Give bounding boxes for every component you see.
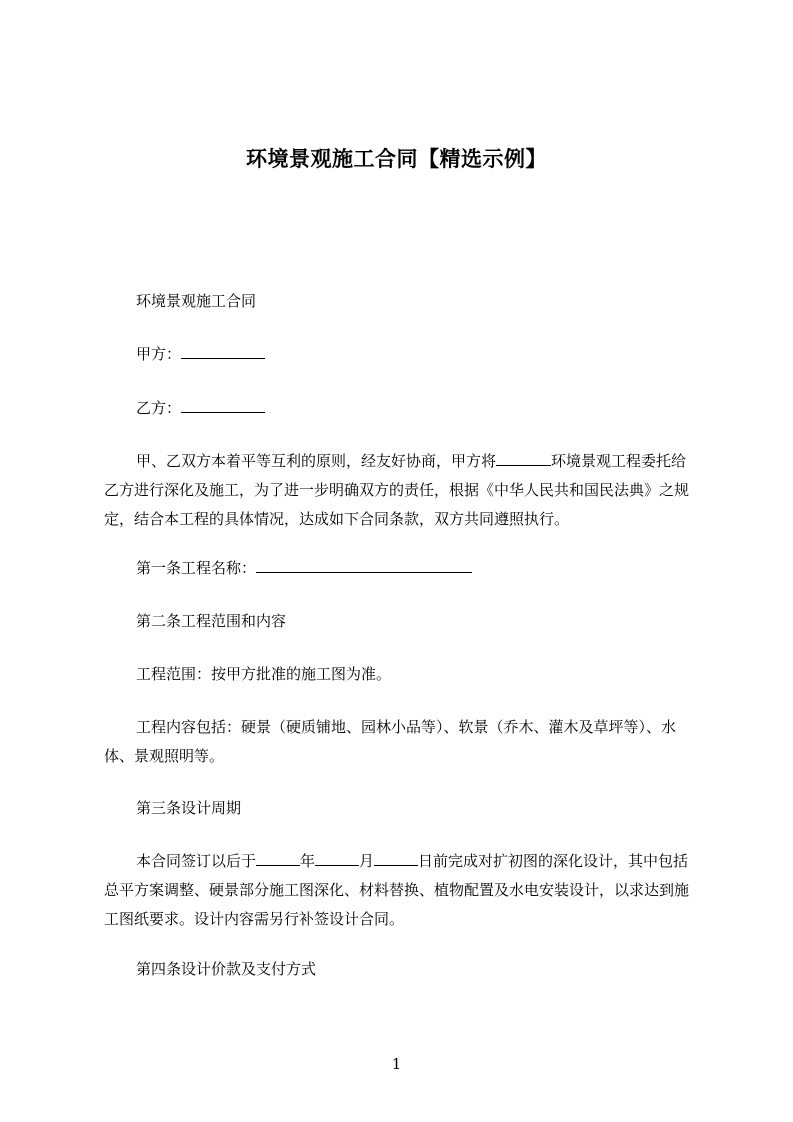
design-paragraph [104, 847, 696, 934]
party-a-line [104, 340, 696, 369]
year-label: 年 [300, 852, 316, 870]
article-3-heading: 第三条设计周期 [136, 799, 242, 817]
page-number: 1 [391, 1055, 402, 1073]
article-1-label: 第一条工程名称： [136, 559, 257, 577]
intro-text-2: 环境景观工程委托给乙方进行深化及施工，为了进一步明确双方的责任，根据《中华人民共和国民法典》之规定，结合本工程的具体情况，达成如下合同条款，双方共同遵照执行。 [104, 452, 690, 528]
day-blank [374, 851, 418, 866]
month-blank [315, 851, 359, 866]
content-text: 工程内容包括：硬景（硬质铺地、园林小品等）、软景（乔木、灌木及草坪等）、水体、景观照明等。 [104, 718, 677, 765]
contract-heading: 环境景观施工合同 [136, 292, 257, 310]
intro-text-1: 甲、乙双方本着平等互利的原则，经友好协商，甲方将 [136, 452, 497, 470]
article-4-heading: 第四条设计价款及支付方式 [136, 960, 317, 978]
party-b-blank [181, 398, 265, 413]
month-label: 月 [359, 852, 375, 870]
party-b-line [104, 394, 696, 423]
scope-text: 工程范围：按甲方批准的施工图为准。 [136, 665, 392, 683]
project-name-blank [256, 558, 472, 573]
party-a-blank [181, 344, 265, 359]
party-b-label: 乙方： [136, 399, 182, 417]
project-blank [496, 451, 551, 466]
intro-paragraph [104, 447, 696, 534]
party-a-label: 甲方： [136, 345, 182, 363]
design-text-1: 本合同签订以后于 [136, 852, 257, 870]
year-blank [256, 851, 300, 866]
article-1 [104, 554, 696, 583]
document-title: 环境景观施工合同【精选示例】 [246, 147, 547, 171]
design-text-2: 日前完成对扩初图的深化设计，其中包括总平方案调整、硬景部分施工图深化、材料替换、植物配置及水电安装设计，以求达到施工图纸要求。设计内容需另行补签设计合同。 [104, 852, 690, 928]
article-2-heading: 第二条工程范围和内容 [136, 612, 287, 630]
